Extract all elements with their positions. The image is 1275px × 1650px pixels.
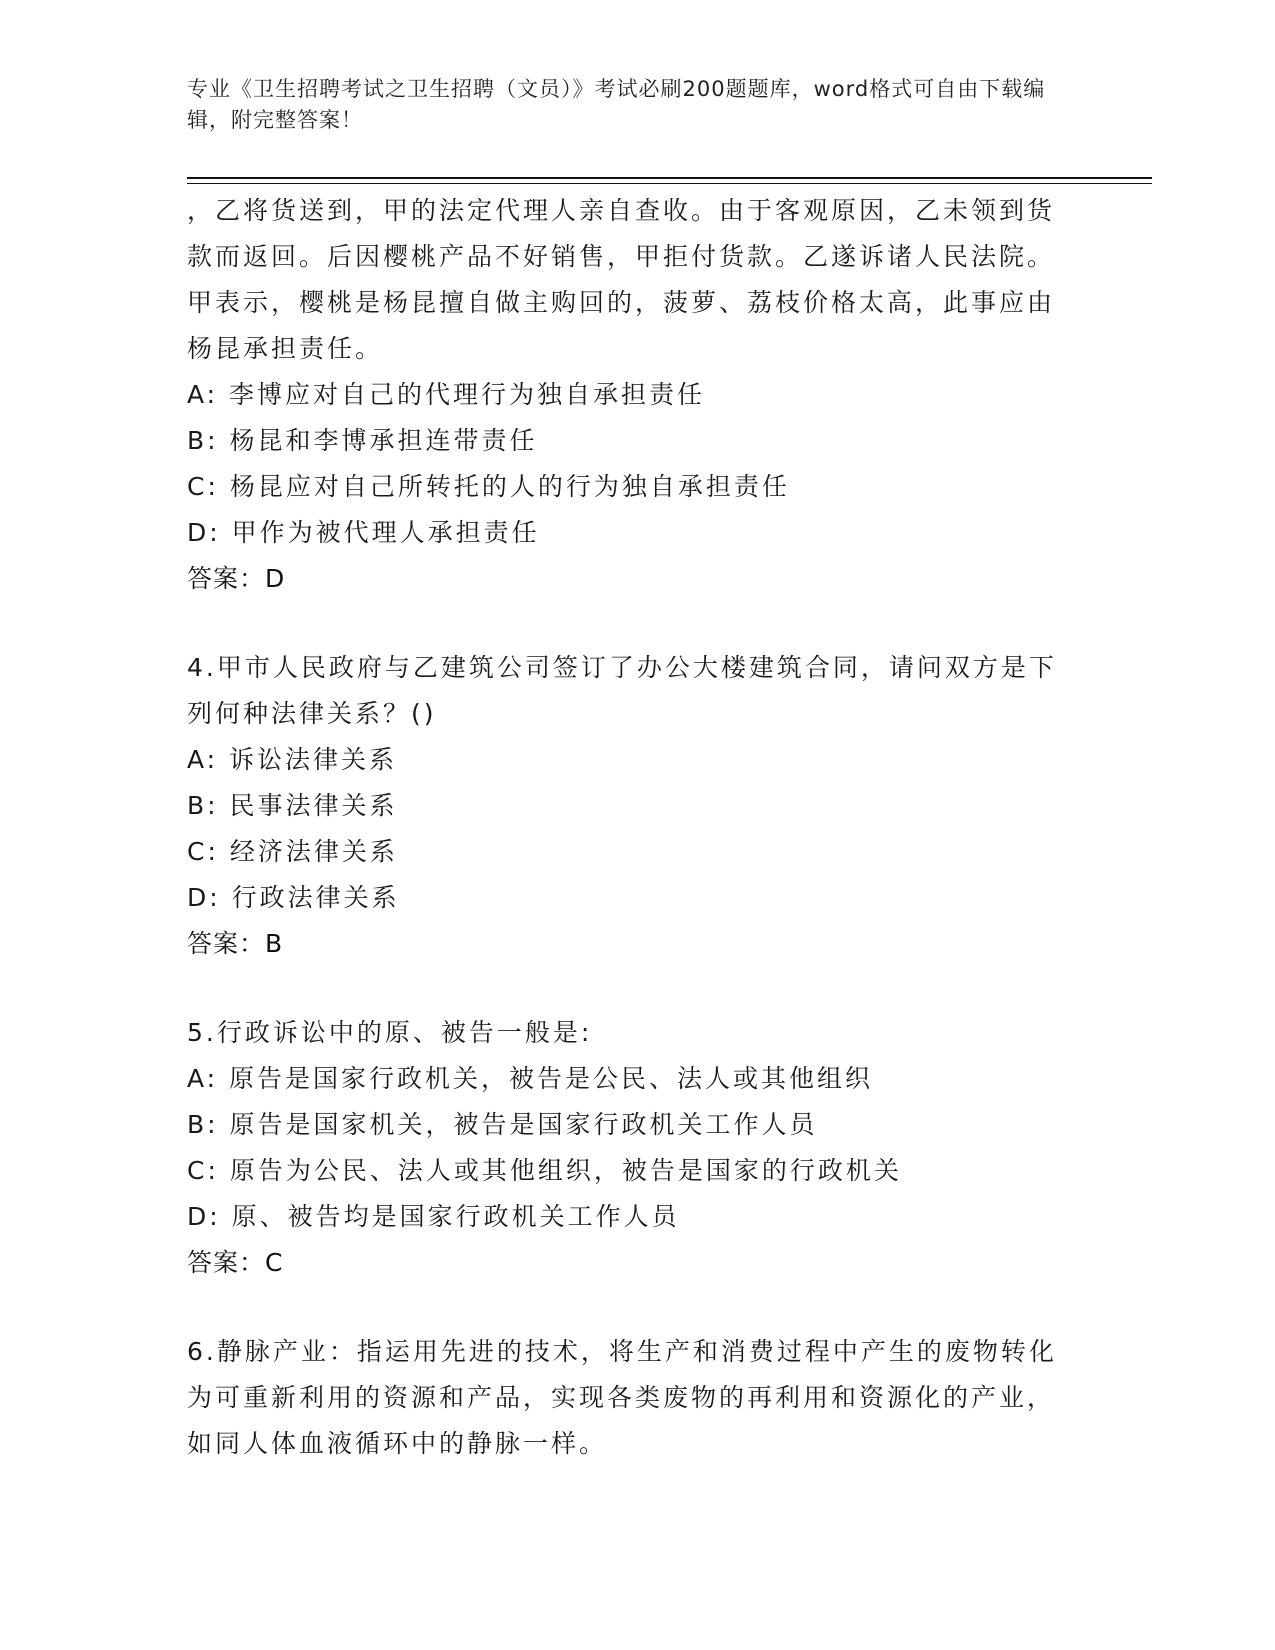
option-d: D: 原、被告均是国家行政机关工作人员	[187, 1202, 680, 1231]
question-5	[187, 1010, 1067, 1286]
option-a: A: 李博应对自己的代理行为独自承担责任	[187, 380, 706, 409]
question-stem: ，乙将货送到，甲的法定代理人亲自查收。由于客观原因，乙未领到货款而返回。后因樱桃产品不好销售，甲拒付货款。乙遂诉诸人民法院。甲表示，樱桃是杨昆擅自做主购回的，菠萝、荔枝价格太高，此事应由杨昆承担责任。	[187, 196, 1056, 363]
question-4	[187, 645, 1067, 967]
question-6	[187, 1329, 1067, 1467]
answer: 答案：C	[187, 1248, 284, 1277]
option-c: C: 原告为公民、法人或其他组织，被告是国家的行政机关	[187, 1156, 902, 1185]
header-divider	[187, 177, 1152, 179]
option-b: B: 民事法律关系	[187, 791, 398, 820]
option-d: D: 甲作为被代理人承担责任	[187, 518, 540, 547]
option-b: B: 杨昆和李博承担连带责任	[187, 426, 538, 455]
option-c: C: 杨昆应对自己所转托的人的行为独自承担责任	[187, 472, 790, 501]
document-header: 专业《卫生招聘考试之卫生招聘（文员）》考试必刷200题题库，word格式可自由下载编辑，附完整答案！	[187, 77, 1046, 132]
option-d: D: 行政法律关系	[187, 883, 400, 912]
option-b: B: 原告是国家机关，被告是国家行政机关工作人员	[187, 1110, 818, 1139]
option-a: A: 原告是国家行政机关，被告是公民、法人或其他组织	[187, 1064, 874, 1093]
header-divider-thin	[187, 183, 1152, 184]
question-list	[187, 188, 1067, 1467]
question-stem: 5.行政诉讼中的原、被告一般是:	[187, 1018, 593, 1047]
answer: 答案：B	[187, 929, 284, 958]
question-stem: 6.静脉产业：指运用先进的技术，将生产和消费过程中产生的废物转化为可重新利用的资源和产品，实现各类废物的再利用和资源化的产业，如同人体血液循环中的静脉一样。	[187, 1337, 1057, 1458]
question-3	[187, 188, 1067, 602]
question-stem: 4.甲市人民政府与乙建筑公司签订了办公大楼建筑合同，请问双方是下列何种法律关系？()	[187, 653, 1057, 728]
option-a: A: 诉讼法律关系	[187, 745, 398, 774]
answer: 答案：D	[187, 564, 286, 593]
option-c: C: 经济法律关系	[187, 837, 398, 866]
